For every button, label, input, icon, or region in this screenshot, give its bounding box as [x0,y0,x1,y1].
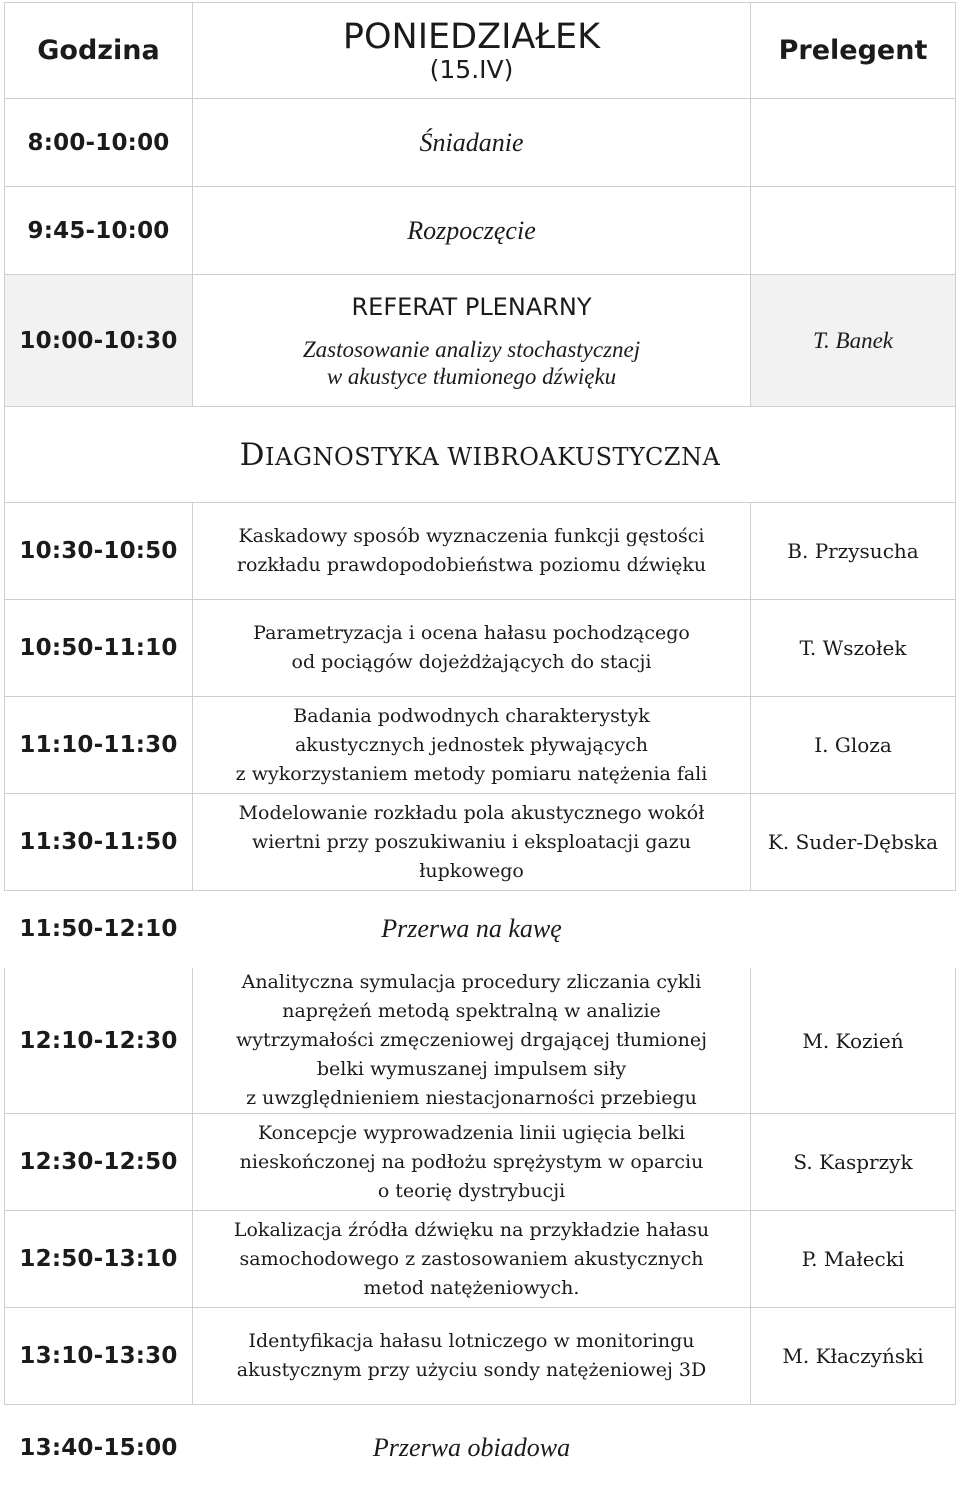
day-date: (15.IV) [429,54,514,84]
time-cell: 11:10-11:30 [5,697,193,794]
event-label: Rozpoczęcie [193,187,751,275]
time-column-header: Godzina [5,3,193,99]
plenary-title: REFERAT PLENARNY [351,292,592,321]
time-cell: 12:50-13:10 [5,1211,193,1308]
talk-row [5,794,956,891]
talk-title: Lokalizacja źródła dźwięku na przykładzie hałasu samochodowego z zastosowaniem akustycznych metod natężeniowych. [193,1211,751,1308]
speaker-cell: I. Gloza [751,697,956,794]
time-cell: 10:30-10:50 [5,503,193,600]
speaker-cell: T. Banek [751,275,956,407]
day-header [193,3,751,99]
schedule-row-opening [5,187,956,275]
talk-row [5,1114,956,1211]
talk-row [5,697,956,794]
time-cell: 11:30-11:50 [5,794,193,891]
talk-row [5,1308,956,1405]
speaker-cell: M. Kozień [751,968,956,1114]
time-cell: 10:50-11:10 [5,600,193,697]
talk-title: Modelowanie rozkładu pola akustycznego wokół wiertni przy poszukiwaniu i eksploatacji gazu łupkowego [193,794,751,891]
time-cell: 13:40-15:00 [5,1405,193,1491]
speaker-cell: M. Kłaczyński [751,1308,956,1405]
speaker-cell: S. Kasprzyk [751,1114,956,1211]
talk-row [5,1211,956,1308]
plenary-cell [193,275,751,407]
time-cell: 12:10-12:30 [5,968,193,1114]
header-row [5,3,956,99]
day-title: PONIEDZIAŁEK [342,16,601,57]
speaker-cell [751,187,956,275]
talk-title: Analityczna symulacja procedury zliczania cykli naprężeń metodą spektralną w analizie wytrzymałości zmęczeniowej drgającej tłumionej belki wymuszanej impulsem siły z uwzględnieniem niestacjonarności przebiegu [193,968,751,1114]
time-cell: 8:00-10:00 [5,99,193,187]
section-title-rest: IAGNOSTYKA WIBROAKUSTYCZNA [265,442,721,471]
time-cell: 13:10-13:30 [5,1308,193,1405]
time-cell: 11:50-12:10 [5,891,193,968]
section-header-row [5,407,956,503]
talk-row [5,503,956,600]
event-label: Śniadanie [193,99,751,187]
talk-title: Parametryzacja i ocena hałasu pochodzącego od pociągów dojeżdżających do stacji [193,600,751,697]
section-title [5,407,956,503]
talk-row [5,600,956,697]
talk-title: Badania podwodnych charakterystyk akustycznych jednostek pływających z wykorzystaniem metody pomiaru natężenia fali [193,697,751,794]
talk-row [5,968,956,1114]
talk-title: Kaskadowy sposób wyznaczenia funkcji gęstości rozkładu prawdopodobieństwa poziomu dźwięku [193,503,751,600]
plenary-subtitle: Zastosowanie analizy stochastycznej w akustyce tłumionego dźwięku [302,336,641,389]
break-row-lunch [5,1405,956,1491]
speaker-cell [751,1405,956,1491]
speaker-cell: B. Przysucha [751,503,956,600]
speaker-cell [751,99,956,187]
break-label: Przerwa obiadowa [193,1405,751,1491]
speaker-cell: T. Wszołek [751,600,956,697]
speaker-cell [751,891,956,968]
speaker-column-header: Prelegent [751,3,956,99]
time-cell: 12:30-12:50 [5,1114,193,1211]
speaker-cell: K. Suder-Dębska [751,794,956,891]
schedule-row-plenary [5,275,956,407]
break-label: Przerwa na kawę [193,891,751,968]
time-cell: 10:00-10:30 [5,275,193,407]
schedule-table [4,2,956,1491]
schedule-row-breakfast [5,99,956,187]
speaker-cell: P. Małecki [751,1211,956,1308]
talk-title: Identyfikacja hałasu lotniczego w monitoringu akustycznym przy użyciu sondy natężeniowej 3D [193,1308,751,1405]
break-row-coffee [5,891,956,968]
time-cell: 9:45-10:00 [5,187,193,275]
section-title-initial: D [239,436,266,473]
talk-title: Koncepcje wyprowadzenia linii ugięcia belki nieskończonej na podłożu sprężystym w oparciu o teorię dystrybucji [193,1114,751,1211]
